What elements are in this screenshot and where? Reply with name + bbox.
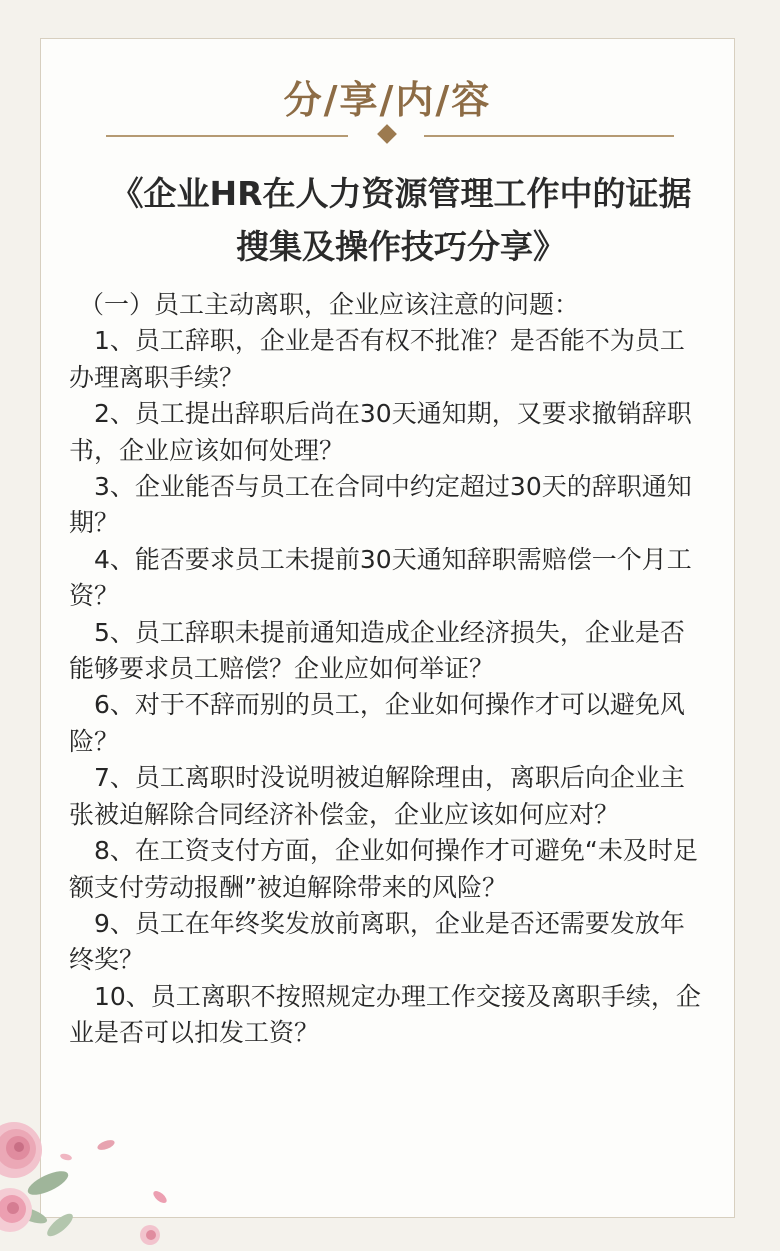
divider-right <box>424 135 674 137</box>
document-title: 《企业HR在人力资源管理工作中的证据搜集及操作技巧分享》 <box>110 174 692 266</box>
question-item: 5、员工辞职未提前通知造成企业经济损失，企业是否能够要求员工赔偿？企业应如何举证？ <box>69 617 685 684</box>
question-item: 7、员工离职时没说明被迫解除理由，离职后向企业主张被迫解除合同经济补偿金，企业应该如何应对？ <box>69 763 685 829</box>
question-item: 3、企业能否与员工在合同中约定超过30天的辞职通知期？ <box>69 472 692 538</box>
question-item: 2、员工提出辞职后尚在30天通知期，又要求撤销辞职书，企业应该如何处理？ <box>69 399 692 465</box>
flower-icon <box>0 1105 190 1251</box>
question-item: 9、员工在年终奖发放前离职，企业是否还需要发放年终奖？ <box>69 908 685 975</box>
question-item: 10、员工离职不按照规定办理工作交接及离职手续，企业是否可以扣发工资？ <box>69 981 701 1048</box>
question-item: 8、在工资支付方面，企业如何操作才可避免“未及时足额支付劳动报酬”被迫解除带来的风险？ <box>69 836 698 902</box>
question-item: 1、员工辞职，企业是否有权不批准？是否能不为员工办理离职手续？ <box>69 326 685 392</box>
section-title: 分/享/内/容 <box>283 78 492 122</box>
diamond-icon <box>377 124 397 144</box>
content-card <box>40 38 735 1218</box>
question-item: 4、能否要求员工未提前30天通知辞职需赔偿一个月工资？ <box>69 544 692 611</box>
content-heading: （一）员工主动离职，企业应该注意的问题： <box>79 290 580 319</box>
content-body <box>69 287 709 1052</box>
divider-left <box>106 135 348 137</box>
question-item: 6、对于不辞而别的员工，企业如何操作才可以避免风险？ <box>69 690 685 756</box>
petal-icon <box>59 1138 168 1245</box>
